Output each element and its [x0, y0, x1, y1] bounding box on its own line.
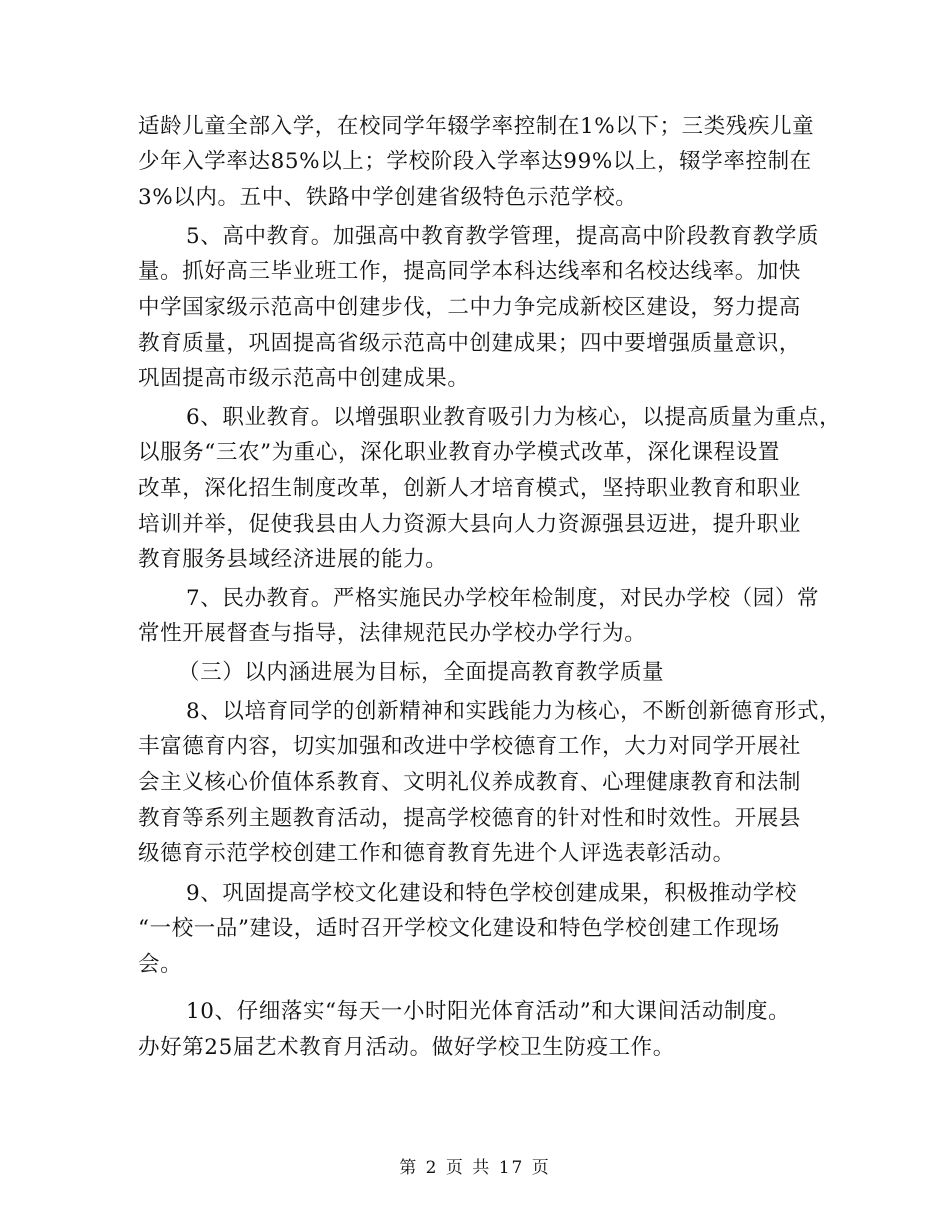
text-line: 教育质量，巩固提高省级示范高中创建成果；四中要增强质量意识，: [138, 331, 802, 356]
paragraph-start-line: 10、仔细落实“每天一小时阳光体育活动”和大课间活动制度。: [186, 999, 791, 1024]
text-line: 3%以内。五中、铁路中学创建省级特色示范学校。: [138, 185, 638, 210]
paragraph-start-line: 7、民办教育。严格实施民办学校年检制度，对民办学校（园）常: [186, 586, 820, 611]
text-line: 巩固提高市级示范高中创建成果。: [138, 366, 470, 391]
text-line: 中学国家级示范高中创建步伐，二中力争完成新校区建设，努力提高: [138, 295, 802, 320]
text-line: 少年入学率达85%以上；学校阶段入学率达99%以上，辍学率控制在: [138, 149, 812, 174]
text-line: 会主义核心价值体系教育、文明礼仪养成教育、心理健康教育和法制: [138, 770, 802, 795]
text-line: 教育等系列主题教育活动，提高学校德育的针对性和时效性。开展县: [138, 806, 802, 831]
text-line: 量。抓好高三毕业班工作，提高同学本科达线率和名校达线率。加快: [138, 259, 802, 284]
paragraph-start-line: 9、巩固提高学校文化建设和特色学校创建成果，积极推动学校: [186, 881, 797, 906]
paragraph-start-line: 8、以培育同学的创新精神和实践能力为核心，不断创新德育形式，: [186, 699, 842, 724]
paragraph-start-line: 6、职业教育。以增强职业教育吸引力为核心，以提高质量为重点，: [186, 405, 842, 430]
text-line: 会。: [138, 952, 183, 977]
text-line: 以服务“三农”为重心，深化职业教育办学模式改革，深化课程设置: [138, 440, 780, 465]
text-line: 改革，深化招生制度改革，创新人才培育模式，坚持职业教育和职业: [138, 476, 802, 501]
text-line: 级德育示范学校创建工作和德育教育先进个人评选表彰活动。: [138, 841, 735, 866]
section-heading: （三）以内涵进展为目标，全面提高教育教学质量: [178, 660, 665, 685]
text-line: “一校一品”建设，适时召开学校文化建设和特色学校创建工作现场: [138, 916, 780, 941]
page-footer: 第 2 页 共 17 页: [399, 1158, 551, 1178]
text-line: 适龄儿童全部入学，在校同学年辍学率控制在1%以下；三类残疾儿童: [138, 114, 815, 139]
text-line: 办好第25届艺术教育月活动。做好学校卫生防疫工作。: [138, 1035, 675, 1060]
text-line: 教育服务县域经济进展的能力。: [138, 547, 448, 572]
text-line: 培训并举，促使我县由人力资源大县向人力资源强县迈进，提升职业: [138, 512, 802, 537]
paragraph-start-line: 5、高中教育。加强高中教育教学管理，提高高中阶段教育教学质: [186, 224, 820, 249]
text-line: 丰富德育内容，切实加强和改进中学校德育工作，大力对同学开展社: [138, 734, 802, 759]
text-line: 常性开展督查与指导，法律规范民办学校办学行为。: [138, 621, 647, 646]
